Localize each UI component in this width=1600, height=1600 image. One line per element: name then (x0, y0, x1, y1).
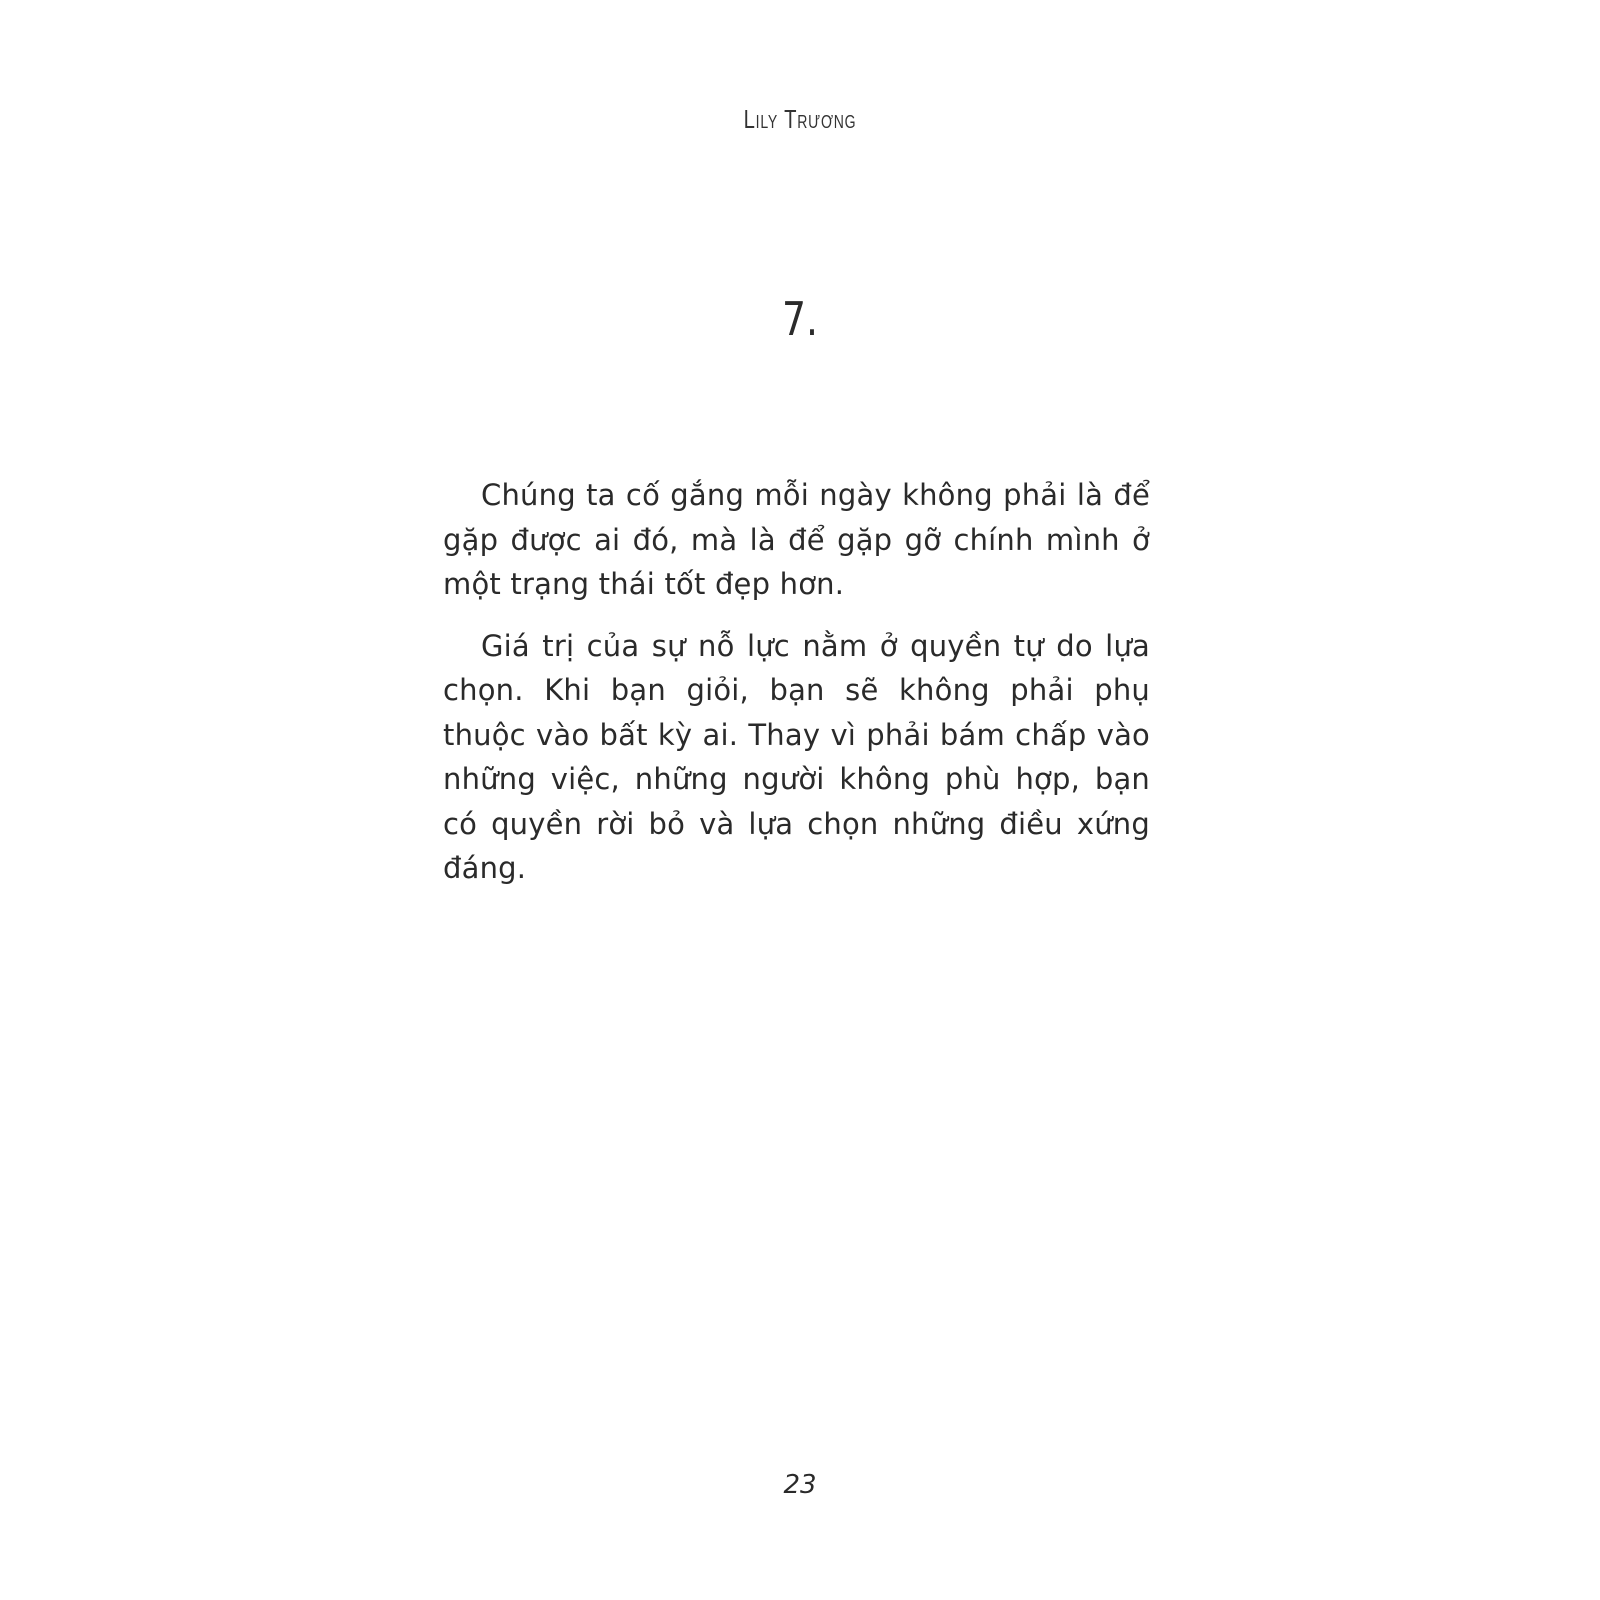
paragraph-2: Giá trị của sự nỗ lực nằm ở quyền tự do lựa chọn. Khi bạn giỏi, bạn sẽ không phải phụ thuộc vào bất kỳ ai. Thay vì phải bám chấp vào những việc, những người không phù hợp, bạn có quyền rời bỏ và lựa chọn những điều xứng đáng. (443, 628, 1150, 885)
page-number: 23 (783, 1470, 817, 1500)
running-head: Lily Trương (743, 104, 857, 134)
chapter-number: 7. (781, 292, 818, 346)
paragraph-1: Chúng ta cố gắng mỗi ngày không phải là để gặp được ai đó, mà là để gặp gỡ chính mình ở một trạng thái tốt đẹp hơn. (443, 478, 1150, 601)
body-text (443, 473, 1150, 908)
